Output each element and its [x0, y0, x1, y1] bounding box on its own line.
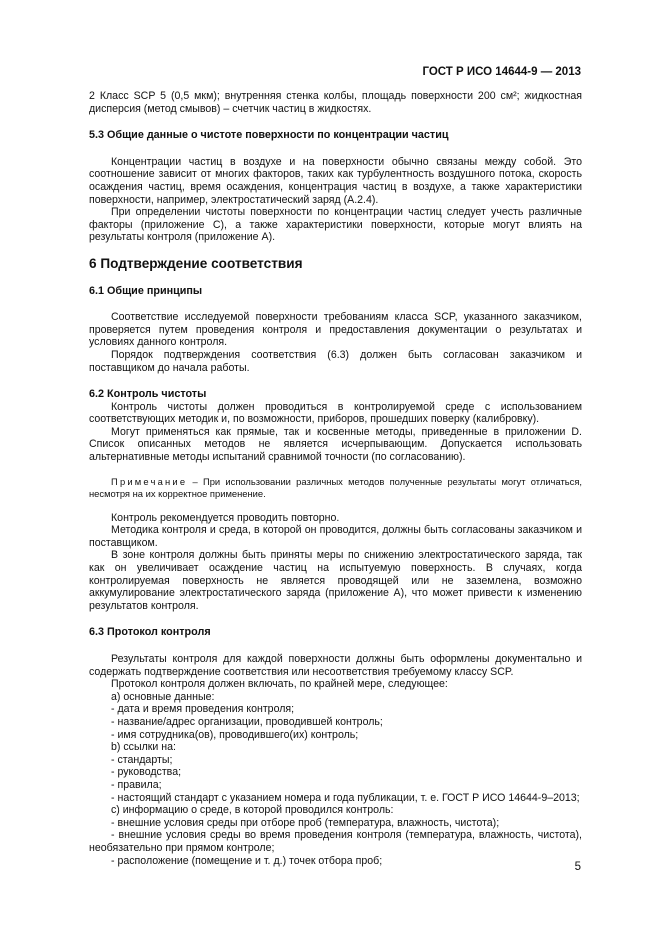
section-6-3-title: 6.3 Протокол контроля	[89, 626, 211, 639]
section-6-2-paragraph-3: Контроль рекомендуется проводить повторно.	[111, 511, 340, 524]
document-header: ГОСТ Р ИСО 14644-9 — 2013	[422, 66, 581, 78]
list-item: - название/адрес организации, проводившей контроль;	[111, 715, 383, 728]
list-item: - внешние условия среды во время проведения контроля (температура, влажность, чистота), необязательно при прямом контроле;	[89, 829, 582, 854]
list-item: - настоящий стандарт с указанием номера и года публикации, т. е. ГОСТ Р ИСО 14644-9–2013;	[111, 791, 580, 804]
list-item: а) основные данные:	[111, 690, 215, 703]
section-6-1-paragraph-1: Соответствие исследуемой поверхности требованиям класса SCP, указанного заказчиком, проверяется путем проведения контроля и предоставления документации о результатах и условиях данного контроля.	[89, 311, 582, 349]
page-number: 5	[574, 861, 581, 873]
list-item: - руководства;	[111, 766, 182, 779]
list-item: b) ссылки на:	[111, 741, 176, 754]
list-item: с) информацию о среде, в которой проводился контроль:	[111, 804, 394, 817]
section-6-2-title: 6.2 Контроль чистоты	[89, 388, 207, 401]
section-6-3-paragraph-1: Результаты контроля для каждой поверхности должны быть оформлены документально и содержать подтверждение соответствия или несоответствия требуемому классу SCP.	[89, 653, 582, 678]
list-item: - дата и время проведения контроля;	[111, 703, 295, 716]
section-6-1-title: 6.1 Общие принципы	[89, 284, 203, 297]
section-6-3-paragraph-2: Протокол контроля должен включать, по крайней мере, следующее:	[111, 678, 448, 691]
section-6-2-paragraph-4: Методика контроля и среда, в которой он проводится, должны быть согласованы заказчиком и поставщиком.	[89, 524, 582, 549]
section-6-2-paragraph-5: В зоне контроля должны быть приняты меры по снижению электростатического заряда, так как он увеличивает осаждение частиц на испытуемую поверхность. В случаях, когда контролируемая поверхность не является проводящей или не заземлена, возможно аккумулирование электростатического заряда (приложение А), что может привести к изменению результатов контроля.	[89, 549, 582, 612]
section-5-3-paragraph-1: Концентрации частиц в воздухе и на поверхности обычно связаны между собой. Это соотношение зависит от многих факторов, таких как турбулентность воздушного потока, скорость осаждения частиц, время осаждения, концентрация частиц в воздухе, а также характеристики поверхности, например, электростатический заряд (А.2.4).	[89, 155, 582, 206]
section-5-3-title: 5.3 Общие данные о чистоте поверхности по концентрации частиц	[89, 129, 449, 142]
section-5-3-paragraph-2: При определении чистоты поверхности по концентрации частиц следует учесть различные факторы (приложение С), а также характеристики поверхности, которые могут влиять на результаты контроля (приложение А).	[89, 206, 582, 244]
list-item: - имя сотрудника(ов), проводившего(их) контроль;	[111, 728, 359, 741]
list-item: - стандарты;	[111, 753, 173, 766]
section-6-2-paragraph-2: Могут применяться как прямые, так и косвенные методы, приведенные в приложении D. Список описанных методов не является исчерпывающим. Допускается использовать альтернативные методы испытаний сравнимой точности (по согласованию).	[89, 425, 582, 464]
section-6-2-note	[89, 476, 582, 500]
section-6-1-paragraph-2: Порядок подтверждения соответствия (6.3) должен быть согласован заказчиком и поставщиком до начала работы.	[89, 348, 582, 374]
list-item: - внешние условия среды при отборе проб (температура, влажность, чистота);	[111, 816, 500, 829]
note-label: Примечание	[111, 475, 188, 487]
document-body	[89, 90, 582, 867]
list-item: - правила;	[111, 778, 162, 791]
intro-paragraph: 2 Класс SCP 5 (0,5 мкм); внутренняя стенка колбы, площадь поверхности 200 см²; жидкостная дисперсия (метод смывов) – счетчик частиц в жидкостях.	[89, 90, 582, 115]
section-6-2-paragraph-1: Контроль чистоты должен проводиться в контролируемой среде с использованием соответствующих методик и, по возможности, приборов, прошедших поверку (калибровку).	[89, 400, 582, 426]
section-6-title: 6 Подтверждение соответствия	[89, 255, 303, 271]
list-item: - расположение (помещение и т. д.) точек отбора проб;	[111, 854, 383, 867]
note-text: – При использовании различных методов полученные результаты могут отличаться, несмотря на их корректное применение.	[89, 475, 582, 499]
